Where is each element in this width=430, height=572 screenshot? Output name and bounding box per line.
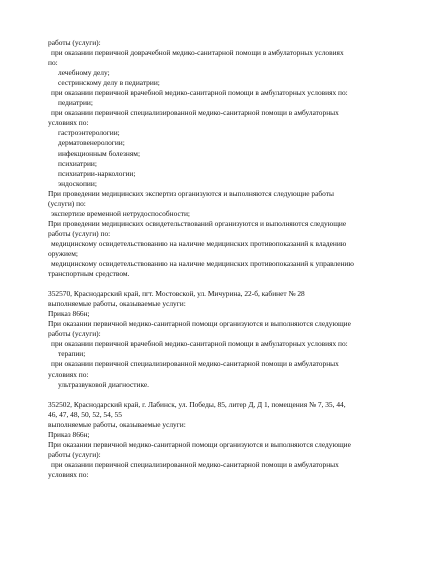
text-block bbox=[48, 289, 420, 389]
text-line: транспортным средством. bbox=[48, 269, 130, 279]
text-line: выполняемые работы, оказываемые услуги: bbox=[48, 419, 186, 429]
text-line: работы (услуги): bbox=[48, 38, 101, 47]
text-line: психиатрии; bbox=[58, 158, 97, 168]
text-line: оружием; bbox=[48, 248, 78, 258]
text-line: сестринскому делу в педиатрии; bbox=[58, 78, 160, 88]
text-line: ультразвуковой диагностике. bbox=[58, 379, 150, 389]
text-line: при оказании первичной доврачебной медико-санитарной помощи в амбулаторных условиях bbox=[51, 48, 344, 58]
text-line: педиатрии; bbox=[58, 98, 93, 108]
document-body bbox=[48, 38, 420, 480]
text-line: дерматовенерологии; bbox=[58, 138, 125, 148]
text-line: инфекционным болезням; bbox=[58, 148, 140, 158]
text-line: условиях по: bbox=[48, 469, 89, 479]
paragraph-gap bbox=[48, 279, 420, 289]
text-line: эндоскопии; bbox=[58, 178, 97, 188]
text-block bbox=[48, 38, 420, 279]
text-line: работы (услуги): bbox=[48, 449, 101, 459]
text-line: Приказ 866н; bbox=[48, 309, 90, 319]
text-line: условиях по: bbox=[48, 118, 89, 128]
text-line: экспертизе временной нетрудоспособности; bbox=[51, 208, 190, 218]
text-line: работы (услуги) по: bbox=[48, 228, 111, 238]
text-line: при оказании первичной врачебной медико-санитарной помощи в амбулаторных условиях по: bbox=[51, 339, 348, 349]
paragraph-gap bbox=[48, 390, 420, 400]
text-line: лечебному делу; bbox=[58, 68, 110, 78]
text-line: при оказании первичной специализированной медико-санитарной помощи в амбулаторных bbox=[51, 459, 339, 469]
text-block bbox=[48, 400, 420, 480]
text-line: выполняемые работы, оказываемые услуги: bbox=[48, 299, 186, 309]
text-line: Приказ 866н; bbox=[48, 429, 90, 439]
text-line: при оказании первичной врачебной медико-санитарной помощи в амбулаторных условиях по: bbox=[51, 88, 348, 98]
text-line: При проведении медицинских освидетельствований организуются и выполняются следующие bbox=[48, 218, 347, 228]
text-line: работы (услуги): bbox=[48, 329, 101, 339]
text-line: При проведении медицинских экспертиз организуются и выполняются следующие работы bbox=[48, 188, 334, 198]
text-line: медицинскому освидетельствованию на наличие медицинских противопоказаний к владению bbox=[51, 238, 347, 248]
text-line: условиях по: bbox=[48, 369, 89, 379]
text-line: При оказании первичной медико-санитарной помощи организуются и выполняются следующие bbox=[48, 439, 351, 449]
text-line: психиатрии-наркологии; bbox=[58, 168, 136, 178]
text-line: (услуги) по: bbox=[48, 198, 86, 208]
text-line: 352502, Краснодарский край, г. Лабинск, ул. Победы, 85, литер Д, Д 1, помещения № 7, 35, 44, bbox=[48, 399, 346, 409]
text-line: 352570, Краснодарский край, пгт. Мостовской, ул. Мичурина, 22-б, кабинет № 28 bbox=[48, 289, 305, 299]
text-line: медицинскому освидетельствованию на наличие медицинских противопоказаний к управлению bbox=[51, 259, 354, 269]
text-line: при оказании первичной специализированной медико-санитарной помощи в амбулаторных bbox=[51, 359, 339, 369]
text-line: терапии; bbox=[58, 349, 86, 359]
text-line: по: bbox=[48, 58, 58, 68]
text-line: 46, 47, 48, 50, 52, 54, 55 bbox=[48, 409, 122, 419]
text-line: при оказании первичной специализированной медико-санитарной помощи в амбулаторных bbox=[51, 108, 339, 118]
text-line: гастроэнтерологии; bbox=[58, 128, 120, 138]
text-line: При оказании первичной медико-санитарной помощи организуются и выполняются следующие bbox=[48, 319, 351, 329]
